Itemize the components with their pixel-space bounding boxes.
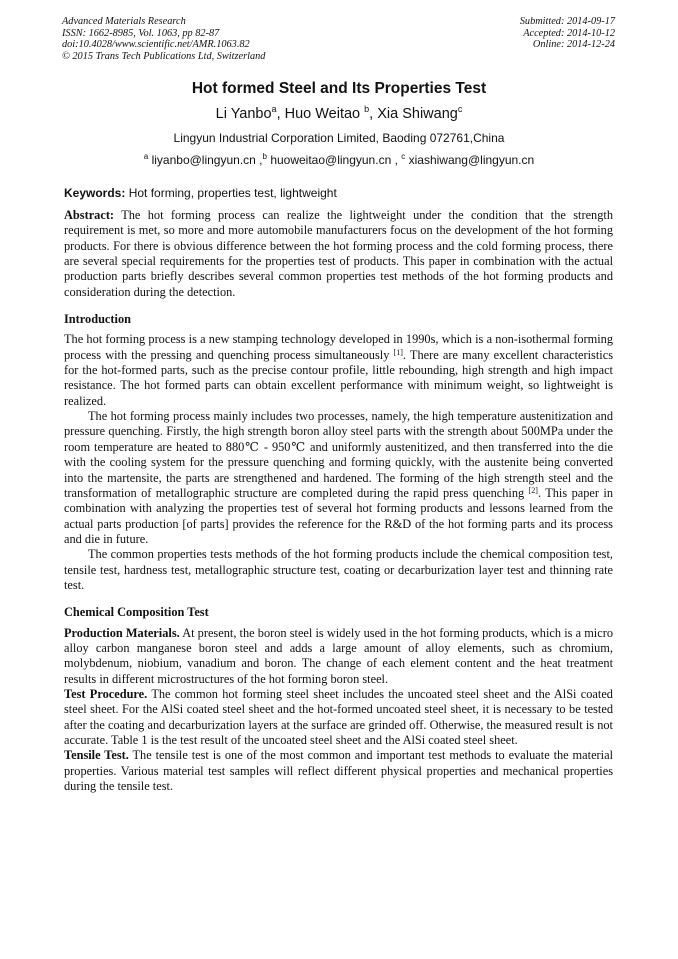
- paper-title: Hot formed Steel and Its Properties Test: [191, 80, 487, 97]
- section-heading-introduction: Introduction: [64, 312, 131, 327]
- intro-paragraph-3: The common properties tests methods of the hot forming products include the chemical composition test, tensile test, hardness test, metallographic structure test, coating or decarburization layer test and thinning rate test.: [64, 547, 613, 592]
- accepted-date: Accepted: 2014-10-12: [523, 27, 615, 39]
- abstract: [64, 208, 613, 300]
- run-in-heading: Production Materials.: [64, 625, 180, 640]
- paragraph-text: The common hot forming steel sheet includes the uncoated steel sheet and the AlSi coated steel sheet. For the AlSi coated steel sheet and the hot-formed uncoated steel sheet, it is necessary to be tested after the coating and decarburization layers at the surface are grinded off. Otherwise, the measured result is not accurate. Table 1 is the test result of the uncoated steel sheet and the AlSi coated steel sheet.: [64, 686, 613, 747]
- keywords: [64, 186, 613, 201]
- run-in-heading: Test Procedure.: [64, 686, 148, 701]
- journal-name: Advanced Materials Research: [62, 16, 186, 27]
- submitted-date: Submitted: 2014-09-17: [519, 16, 615, 27]
- doi-line: doi:10.4028/www.scientific.net/AMR.1063.82: [62, 39, 250, 51]
- paragraph-text: The tensile test is one of the most common and important test methods to evaluate the material properties. Various material test samples will reflect different physical properties and mechanical properties during the tensile test.: [64, 748, 613, 794]
- paragraph-text: At present, the boron steel is widely used in the hot forming products, which is a micro alloy carbon manganese boron steel and adds a large amount of alloy elements, such as chromium, molybdenum, niobium, vanadium and boron. The change of each element content and the heat treatment results in different microstructures of the hot forming boron steel.: [64, 625, 613, 686]
- production-materials-paragraph: [64, 626, 613, 687]
- paragraph-text: . There are many excellent characteristics for the hot-formed parts, such as the precise contour profile, little rebounding, high strength and high impact resistance. The hot formed parts can obtain excellent performance with minimum weight, so lightweight is realized.: [64, 347, 613, 408]
- author-marker: a: [271, 104, 277, 114]
- paper-body: [64, 186, 613, 794]
- abstract-text: The hot forming process can realize the lightweight under the condition that the strength requirement is met, so more and more automobile manufacturers focus on the development of the hot forming products. For there is obvious difference between the hot forming process and the cold forming process, there are several special requirements for the properties test of products. This paper in combination with the actual production parts briefly describes several common properties test methods of the hot forming products and consideration during the detection.: [64, 208, 613, 299]
- paragraph-text: The hot forming process mainly includes two processes, namely, the high temperature austenitization and pressure quenching. Firstly, the high strength boron alloy steel parts with the strength about 500MPa under the room temperature are heated to 880℃ - 950℃ and uniformly austenitized, and then transferred into the die with the cooling system for the pressure quenching and forming quickly, with the austenite being converted into the martensite, the parts are strengthened and hardened. The forming of the high strength steel and the transformation of metallographic structure are completed during the rapid press quenching: [64, 409, 613, 500]
- author-name: Huo Weitao: [284, 105, 361, 122]
- email-list: $^a$ liyanbo@lingyun.cn ,$^b$ huoweitao@lingyun.cn , $^c$ xiashiwang@lingyun.cn: [143, 152, 535, 167]
- keywords-label: Keywords:: [64, 186, 126, 200]
- keywords-text: Hot forming, properties test, lightweight: [128, 186, 337, 200]
- intro-paragraph-1: [64, 332, 613, 409]
- author-name: Xia Shiwang: [377, 105, 458, 122]
- test-procedure-paragraph: [64, 687, 613, 748]
- section-heading-chemical-composition: Chemical Composition Test: [64, 605, 209, 620]
- abstract-label: Abstract:: [64, 208, 115, 222]
- publication-dates: [520, 16, 615, 51]
- email-marker: c: [401, 152, 406, 161]
- issn-line: ISSN: 1662-8985, Vol. 1063, pp 82-87: [62, 27, 220, 39]
- paragraph-text: The hot forming process is a new stamping technology developed in 1990s, which is a non-isothermal forming process with the pressing and quenching process simultaneously: [64, 332, 613, 362]
- online-date: Online: 2014-12-24: [532, 39, 615, 51]
- affiliation: Lingyun Industrial Corporation Limited, Baoding 072761,China: [173, 131, 505, 145]
- citation-ref: [1]: [393, 347, 403, 357]
- publication-info: [62, 16, 265, 62]
- email-marker: b: [262, 152, 267, 161]
- copyright-line: © 2015 Trans Tech Publications Ltd, Switzerland: [62, 50, 266, 62]
- citation-ref: [2]: [528, 485, 538, 495]
- paragraph-text: . This paper in combination with analyzing the properties test of several hot forming products and lessons learned from the actual parts production [of parts] provides the reference for the R&D of the hot forming parts and its process and die in future.: [64, 485, 613, 546]
- email-address: liyanbo@lingyun.cn: [151, 153, 256, 167]
- email-address: xiashiwang@lingyun.cn: [408, 153, 535, 167]
- author-list: Li Yanbo$^a$, Huo Weitao $^b$, Xia Shiwang$^c$: [215, 104, 463, 122]
- intro-paragraph-2: [64, 409, 613, 547]
- author-marker: c: [457, 104, 463, 114]
- tensile-test-paragraph: [64, 748, 613, 794]
- run-in-heading: Tensile Test.: [64, 748, 129, 763]
- author-name: Li Yanbo: [215, 105, 272, 122]
- email-address: huoweitao@lingyun.cn: [270, 153, 392, 167]
- email-marker: a: [143, 152, 149, 161]
- author-marker: b: [364, 104, 370, 114]
